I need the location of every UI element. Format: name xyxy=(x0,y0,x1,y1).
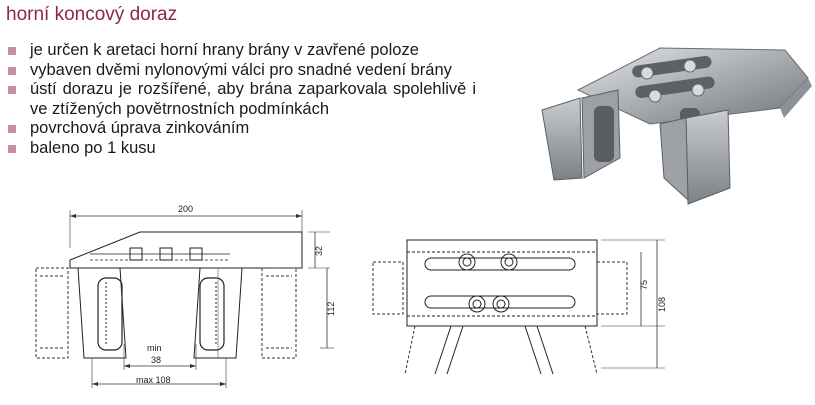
dim-min-value: 38 xyxy=(151,355,162,365)
feature-item: je určen k aretaci horní hrany brány v zavřené poloze xyxy=(6,41,476,61)
dim-min-label: min xyxy=(147,343,162,353)
feature-item: baleno po 1 kusu xyxy=(6,139,476,159)
feature-list xyxy=(6,41,476,159)
page-title: horní koncový doraz xyxy=(6,4,178,25)
bullet-icon xyxy=(8,67,16,75)
front-view-drawing xyxy=(30,198,345,403)
dim-112: 112 xyxy=(326,301,336,316)
dim-75: 75 xyxy=(639,279,649,290)
bullet-icon xyxy=(8,125,16,133)
feature-item: vybaven dvěmi nylonovými válci pro snadné vedení brány xyxy=(6,61,476,81)
dim-32: 32 xyxy=(314,245,324,256)
dim-108: 108 xyxy=(657,296,667,312)
dim-200: 200 xyxy=(178,204,194,214)
dim-max: max 108 xyxy=(136,375,171,385)
feature-item: ústí dorazu je rozšířené, aby brána zaparkovala spolehlivě i ve ztížených povětrnostních podmínkách xyxy=(6,80,476,119)
bullet-icon xyxy=(8,86,16,94)
side-view-drawing xyxy=(365,232,675,380)
bullet-icon xyxy=(8,145,16,153)
bullet-icon xyxy=(8,47,16,55)
product-photo xyxy=(540,28,815,208)
feature-item: povrchová úprava zinkováním xyxy=(6,119,476,139)
